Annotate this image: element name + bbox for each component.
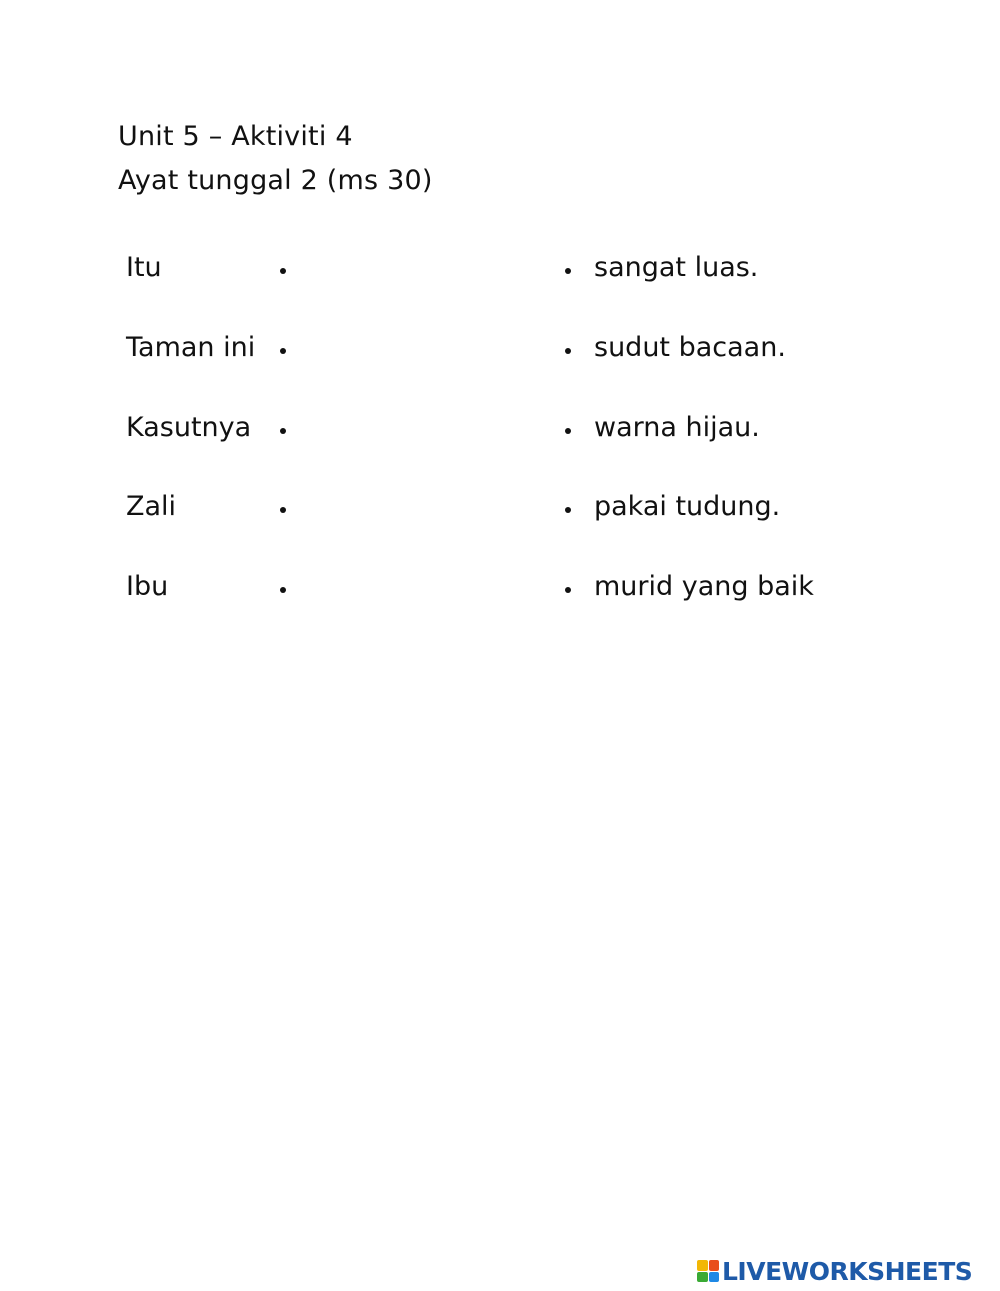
left-match-dot[interactable] [280,428,286,434]
right-word: murid yang baik [594,571,814,602]
right-word: pakai tudung. [594,491,781,522]
matching-row [0,328,1000,368]
left-word: Zali [126,491,177,522]
left-match-dot[interactable] [280,507,286,513]
worksheet-subtitle: Ayat tunggal 2 (ms 30) [118,165,433,196]
left-word: Ibu [126,571,169,602]
left-match-dot[interactable] [280,268,286,274]
right-match-dot[interactable] [565,268,571,274]
right-match-dot[interactable] [565,348,571,354]
left-match-dot[interactable] [280,587,286,593]
logo-square [709,1272,720,1283]
left-match-dot[interactable] [280,348,286,354]
matching-row [0,487,1000,527]
logo-square [697,1260,708,1271]
matching-row [0,408,1000,448]
logo-square [697,1272,708,1283]
right-word: sudut bacaan. [594,332,786,363]
left-word: Kasutnya [126,412,252,443]
right-word: sangat luas. [594,252,759,283]
left-word: Itu [126,252,162,283]
worksheet-title: Unit 5 – Aktiviti 4 [118,121,353,152]
right-match-dot[interactable] [565,587,571,593]
left-word: Taman ini [126,332,256,363]
right-match-dot[interactable] [565,507,571,513]
liveworksheets-logo[interactable] [697,1256,972,1286]
right-word: warna hijau. [594,412,760,443]
matching-row [0,567,1000,607]
logo-square [709,1260,720,1271]
matching-row [0,248,1000,288]
right-match-dot[interactable] [565,428,571,434]
liveworksheets-logo-icon [697,1260,719,1282]
logo-text: LIVEWORKSHEETS [722,1256,973,1286]
